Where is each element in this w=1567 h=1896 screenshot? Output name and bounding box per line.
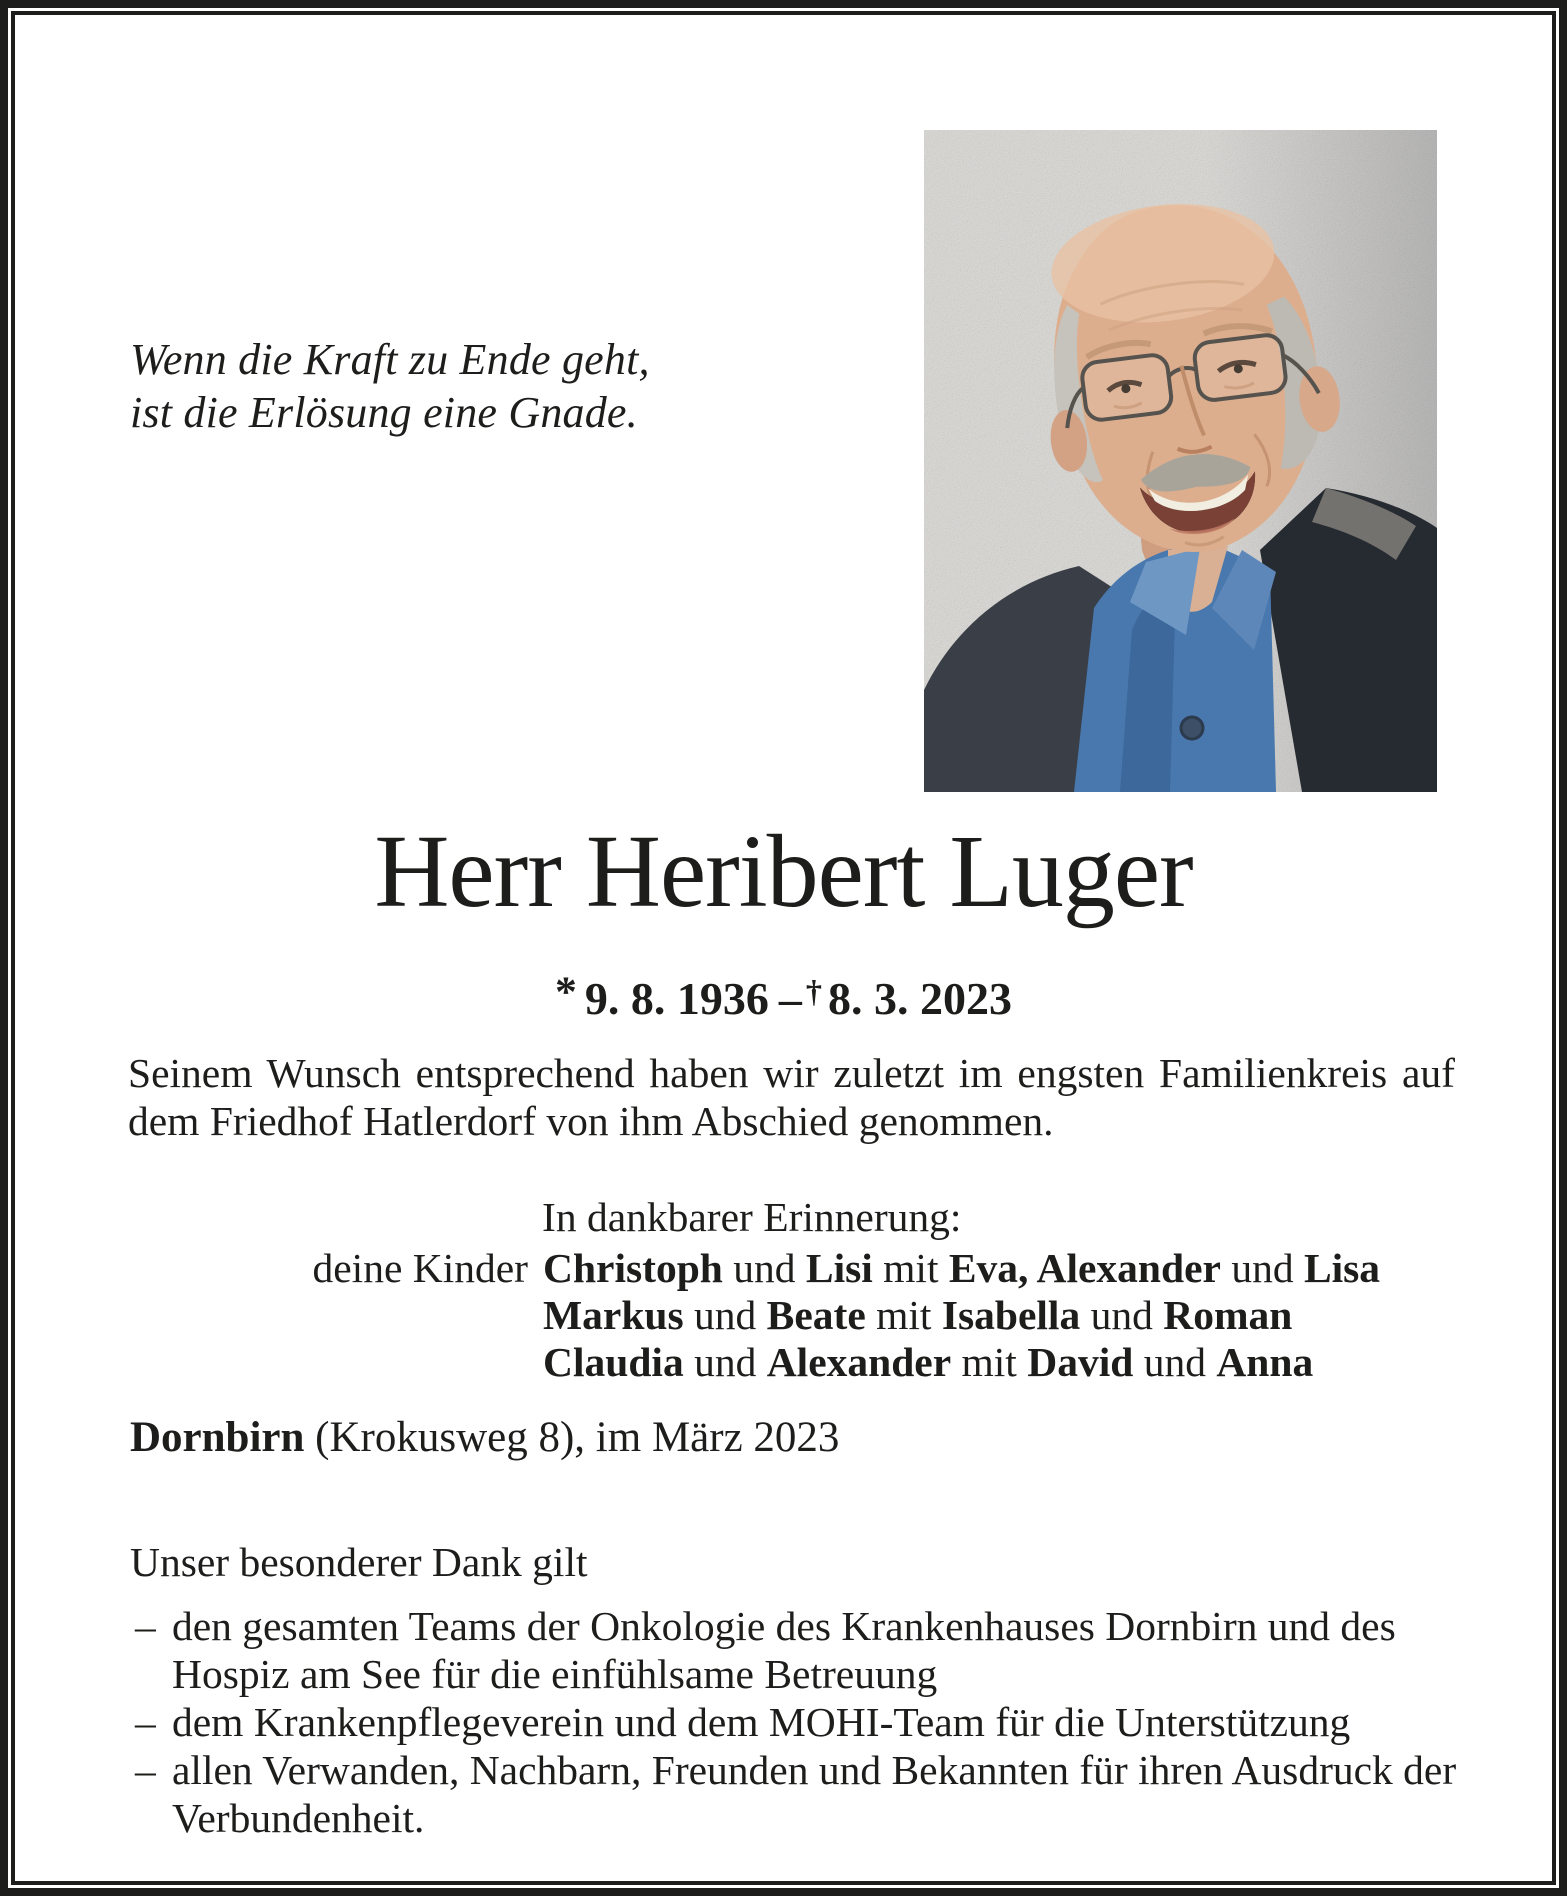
epigraph-line-1: Wenn die Kraft zu Ende geht, bbox=[130, 335, 650, 384]
thanks-item-text: den gesamten Teams der Onkologie des Krankenhauses Dornbirn und des Hospiz am See für die einfühlsame Betreuung bbox=[172, 1603, 1396, 1697]
portrait-photo bbox=[924, 130, 1437, 792]
children-line-3: Claudia und Alexander mit David und Anna bbox=[543, 1339, 1314, 1385]
death-symbol: † bbox=[805, 972, 822, 1009]
dash-bullet: – bbox=[135, 1603, 156, 1649]
children-line-1: Christoph und Lisi mit Eva, Alexander und Lisa bbox=[543, 1245, 1381, 1291]
children-label: deine Kinder bbox=[312, 1245, 528, 1291]
birth-date: 9. 8. 1936 bbox=[584, 972, 769, 1024]
thanks-item bbox=[135, 1602, 1467, 1698]
announcement-text: Seinem Wunsch entsprechend haben wir zuletzt im engsten Familienkreis auf dem Friedhof Hatlerdorf von ihm Abschied genommen. bbox=[128, 1050, 1455, 1144]
birth-symbol: * bbox=[555, 968, 577, 1016]
dash-bullet: – bbox=[135, 1747, 156, 1793]
inner-frame-rule bbox=[11, 11, 1556, 1885]
thanks-item-text: dem Krankenpflegeverein und dem MOHI-Team für die Unterstützung bbox=[172, 1699, 1351, 1745]
epigraph-line-2: ist die Erlösung eine Gnade. bbox=[130, 388, 638, 437]
remembrance-heading: In dankbarer Erinnerung: bbox=[542, 1194, 962, 1240]
thanks-item bbox=[135, 1698, 1467, 1746]
children-lines bbox=[543, 1245, 1380, 1386]
thanks-intro: Unser besonderer Dank gilt bbox=[130, 1539, 588, 1585]
place-date-line: Dornbirn (Krokusweg 8), im März 2023 bbox=[130, 1414, 840, 1461]
children-line-2: Markus und Beate mit Isabella und Roman bbox=[543, 1292, 1293, 1338]
deceased-name: Herr Heribert Luger bbox=[374, 814, 1193, 929]
thanks-list bbox=[135, 1602, 1467, 1842]
thanks-item-text: allen Verwanden, Nachbarn, Freunden und Bekannten für ihren Ausdruck der Verbundenheit. bbox=[172, 1747, 1457, 1841]
dash-bullet: – bbox=[135, 1699, 156, 1745]
dates-separator: – bbox=[778, 972, 802, 1024]
thanks-item bbox=[135, 1746, 1467, 1842]
death-date: 8. 3. 2023 bbox=[827, 972, 1012, 1024]
life-dates bbox=[15, 967, 1552, 1025]
epigraph bbox=[130, 333, 650, 439]
